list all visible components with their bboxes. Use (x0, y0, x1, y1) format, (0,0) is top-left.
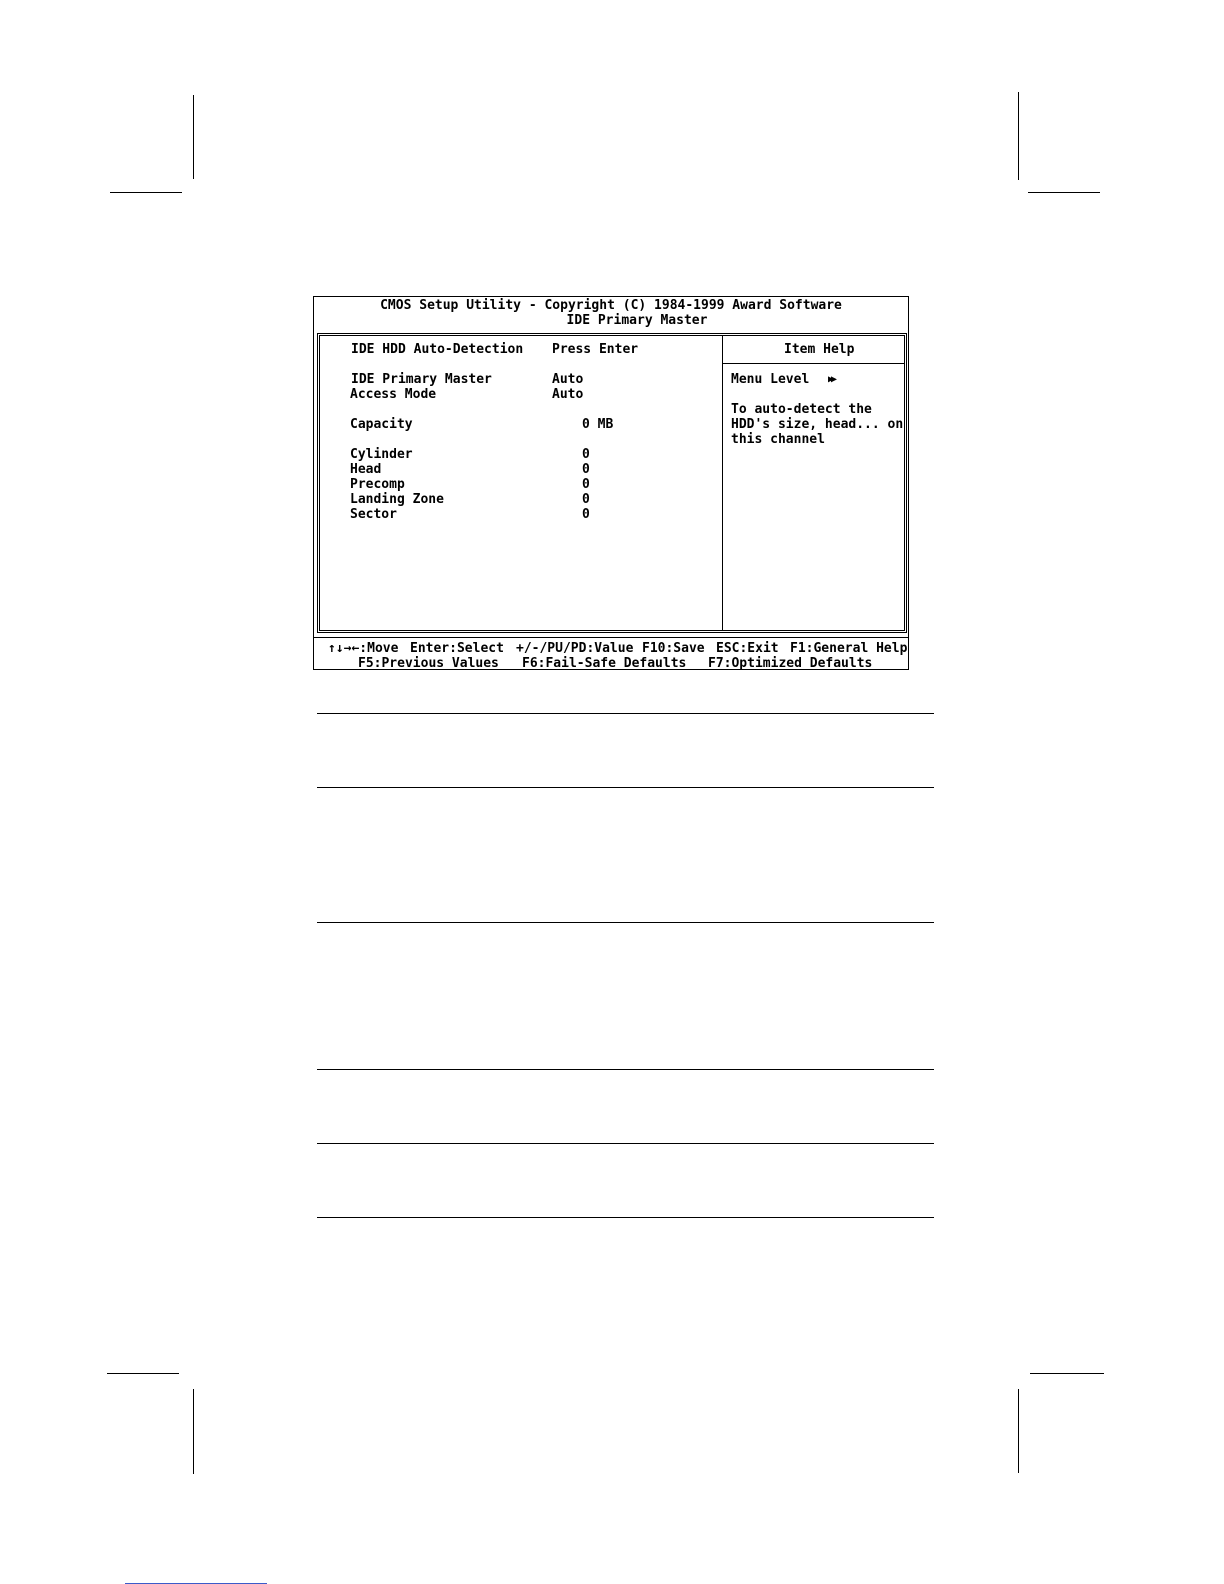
setting-value[interactable]: Auto (552, 372, 584, 387)
crop-mark-top-right-v (1018, 92, 1019, 180)
key-fail-safe-defaults: F6:Fail-Safe Defaults (522, 656, 687, 671)
key-previous-values: F5:Previous Values (358, 656, 499, 671)
setting-value[interactable]: Auto (552, 387, 584, 402)
bios-main-frame (317, 333, 907, 633)
setting-value: 0 (582, 477, 590, 492)
crop-mark-top-right-h (1028, 192, 1100, 193)
setting-value[interactable]: Press Enter (552, 342, 639, 357)
key-save: F10:Save (642, 641, 705, 656)
setting-label: Head (350, 462, 382, 477)
crop-mark-top-left-h (110, 192, 182, 193)
crop-mark-bottom-left-h (107, 1373, 179, 1374)
setting-label: Capacity (350, 417, 413, 432)
table-rule (317, 1143, 934, 1144)
key-general-help: F1:General Help (790, 641, 908, 656)
key-exit: ESC:Exit (716, 641, 779, 656)
setting-label: Access Mode (350, 387, 437, 402)
setting-value: 0 (582, 507, 590, 522)
setting-value: 0 (582, 492, 590, 507)
setting-value: 0 (582, 462, 590, 477)
crop-mark-bottom-right-v (1018, 1389, 1019, 1473)
bios-title: CMOS Setup Utility - Copyright (C) 1984-1999 Award Software (380, 298, 842, 313)
item-help-title: Item Help (784, 342, 855, 357)
menu-level-arrow-icon: ▶▶ (828, 374, 835, 385)
setting-value: 0 MB (582, 417, 614, 432)
bios-screen (313, 296, 909, 670)
crop-mark-bottom-right-h (1030, 1373, 1104, 1374)
setting-label: Cylinder (350, 447, 413, 462)
crop-mark-bottom-left-v (193, 1389, 194, 1474)
key-select: Enter:Select (410, 641, 504, 656)
help-text-line: this channel (731, 432, 825, 447)
help-divider (722, 336, 723, 630)
table-rule (317, 922, 934, 923)
menu-level-label: Menu Level (731, 372, 810, 387)
setting-label: Sector (350, 507, 397, 522)
table-rule (317, 1217, 934, 1218)
bios-subtitle: IDE Primary Master (566, 313, 708, 328)
key-move: ↑↓→←:Move (328, 641, 399, 656)
crop-mark-top-left-v (193, 95, 194, 179)
table-rule (317, 1069, 934, 1070)
setting-label: Precomp (350, 477, 405, 492)
setting-value: 0 (582, 447, 590, 462)
setting-label: IDE Primary Master (351, 372, 492, 387)
key-optimized-defaults: F7:Optimized Defaults (708, 656, 873, 671)
help-text-line: HDD's size, head... on (731, 417, 904, 432)
setting-label: IDE HDD Auto-Detection (351, 342, 524, 357)
table-rule (317, 713, 934, 714)
help-text-line: To auto-detect the (731, 402, 872, 417)
key-legend (314, 637, 908, 672)
table-rule (317, 787, 934, 788)
setting-label: Landing Zone (350, 492, 444, 507)
help-header-line (722, 363, 904, 364)
key-value: +/-/PU/PD:Value (516, 641, 634, 656)
